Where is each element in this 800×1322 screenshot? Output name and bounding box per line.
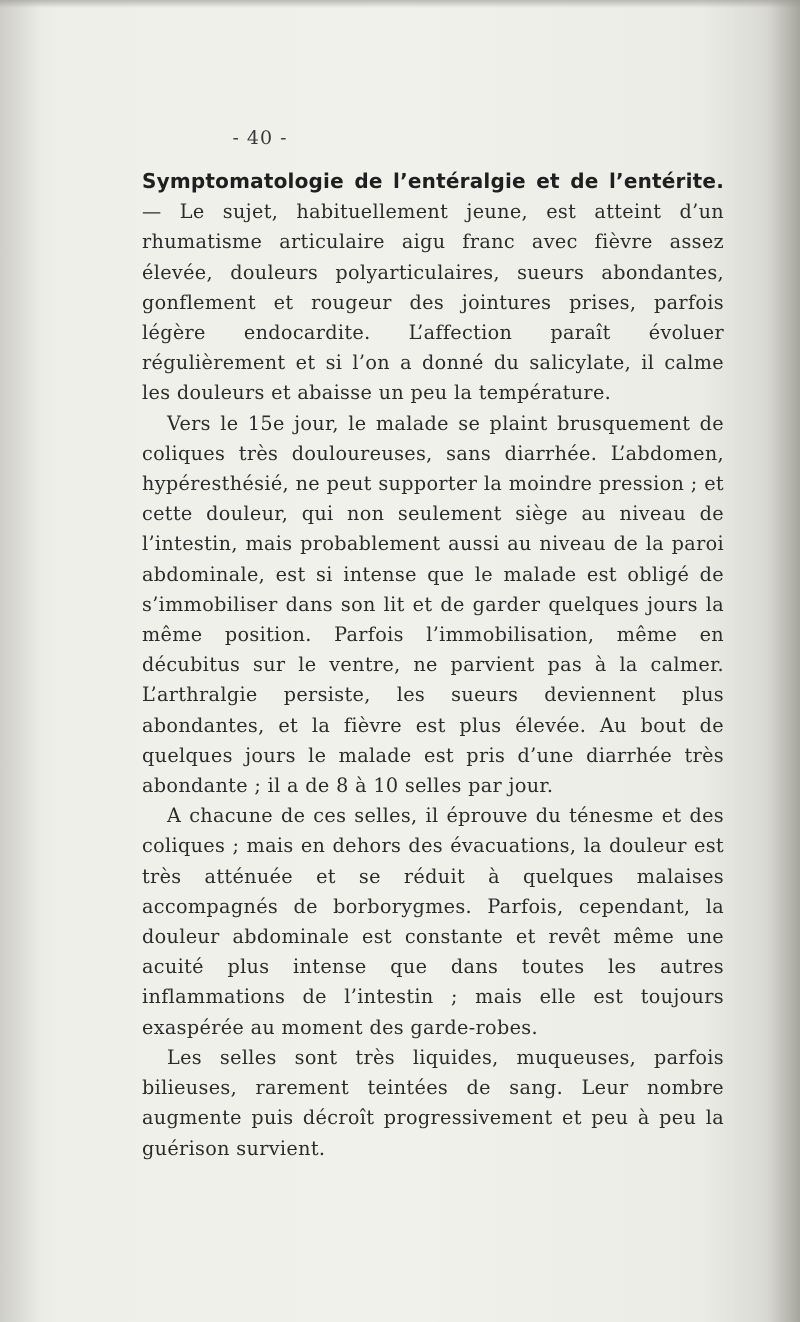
page-shadow-left bbox=[0, 0, 40, 1322]
page-number: - 40 - bbox=[232, 127, 288, 149]
paragraph-3: A chacune de ces selles, il éprouve du ténesme et des coliques ; mais en dehors des évacuations, la douleur est très atténuée et se réduit à quelques malaises accompagnés de borborygmes. Parfois, cependant, la douleur abdominale est constante et revêt même une acuité plus intense que dans toutes les autres inflammations de l’intestin ; mais elle est toujours exaspérée au moment des garde-robes. bbox=[142, 804, 724, 1039]
paragraph-1-text: Le sujet, habituellement jeune, est atteint d’un rhumatisme articulaire aigu franc avec fièvre assez élevée, douleurs polyarticulaires, sueurs abondantes, gonflement et rougeur des jointures prises, parfois légère endocardite. L’affection paraît évoluer régulièrement et si l’on a donné du salicylate, il calme les douleurs et abaisse un peu la température. bbox=[142, 200, 724, 405]
page-shadow-top bbox=[0, 0, 800, 8]
body-text bbox=[142, 166, 724, 1164]
page-shadow-right bbox=[770, 0, 800, 1322]
paragraph-1 bbox=[142, 166, 724, 409]
section-heading: Symptomatologie de l’entéralgie et de l’entérite. bbox=[142, 169, 724, 193]
paragraph-4: Les selles sont très liquides, muqueuses, parfois bilieuses, rarement teintées de sang. Leur nombre augmente puis décroît progressivement et peu à peu la guérison survient. bbox=[142, 1045, 724, 1160]
paragraph-2: Vers le 15e jour, le malade se plaint brusquement de coliques très douloureuses, sans diarrhée. L’abdomen, hypéresthésié, ne peut supporter la moindre pression ; et cette douleur, qui non seulement siège au niveau de l’intestin, mais probablement aussi au niveau de la paroi abdominale, est si intense que le malade est obligé de s’immobiliser dans son lit et de garder quelques jours la même position. Parfois l’immobilisation, même en décubitus sur le ventre, ne parvient pas à la calmer. L’arthralgie persiste, les sueurs deviennent plus abondantes, et la fièvre est plus élevée. Au bout de quelques jours le malade est pris d’une diarrhée très abondante ; il a de 8 à 10 selles par jour. bbox=[142, 411, 724, 798]
heading-dash: — bbox=[142, 200, 180, 224]
